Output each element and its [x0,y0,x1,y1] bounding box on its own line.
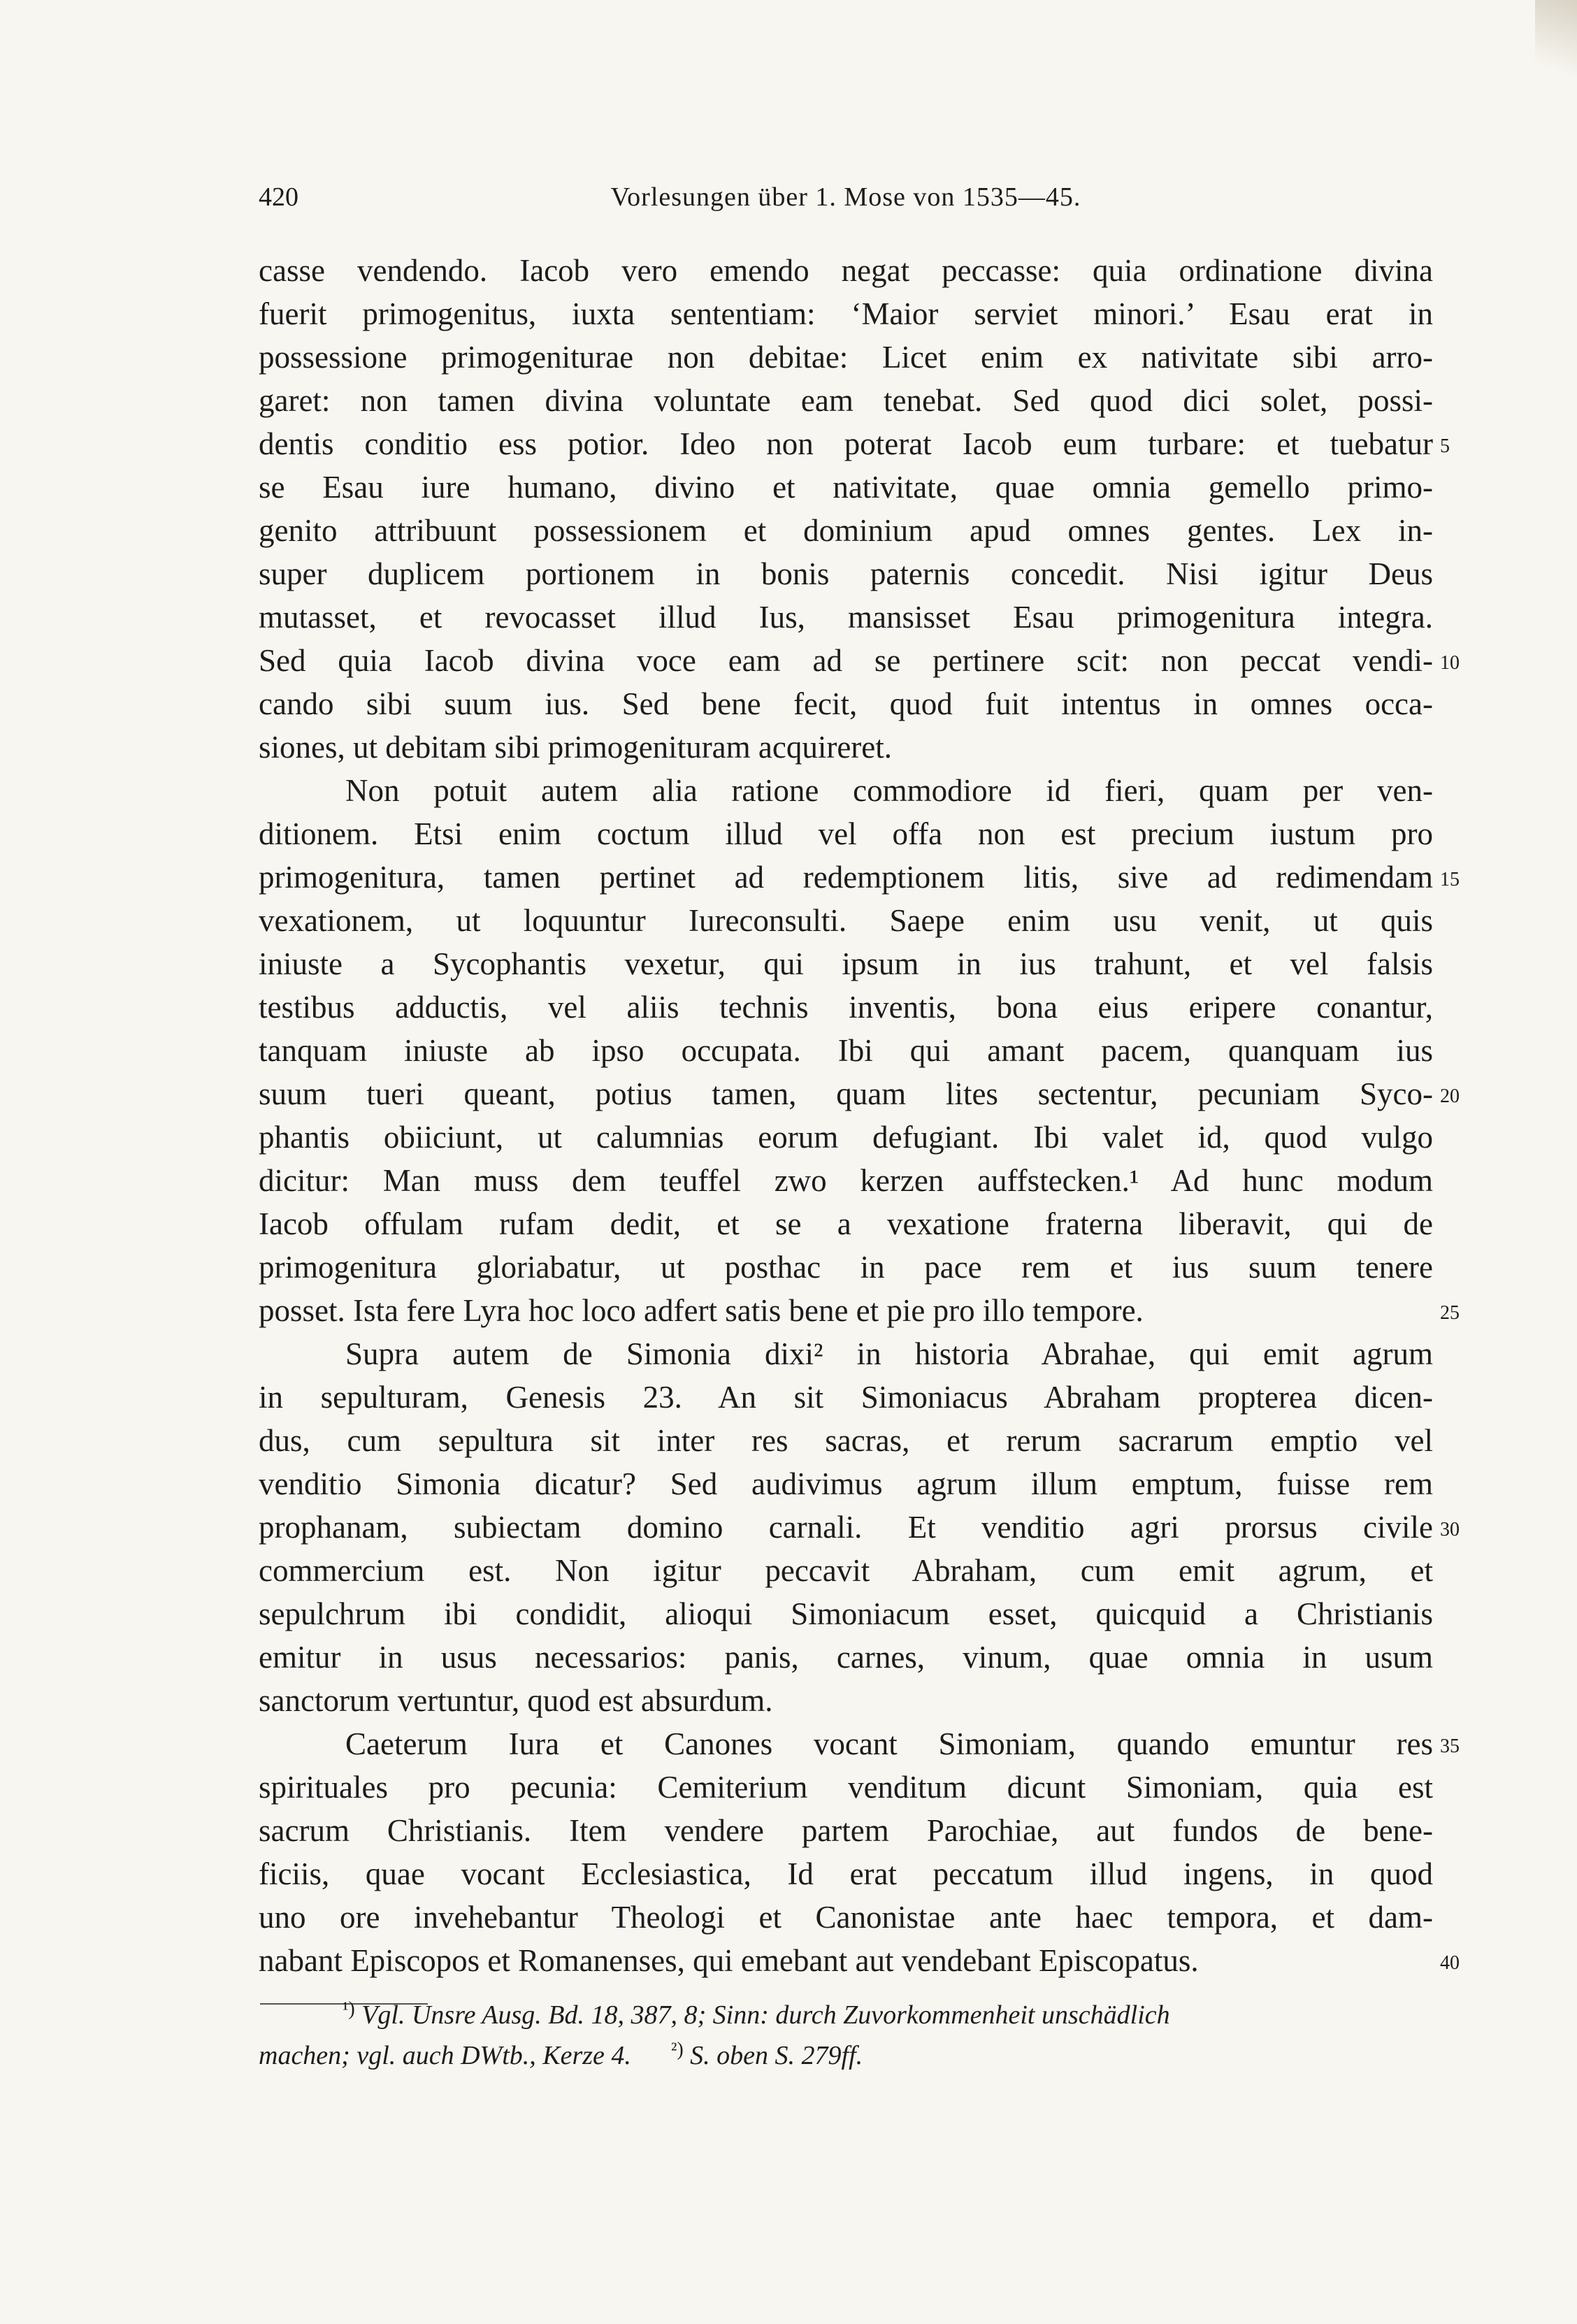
line-text: Sed quia Iacob divina voce eam ad se pertinere scit: non peccat vendi- [259,643,1433,678]
line-text: cando sibi suum ius. Sed bene fecit, quod fuit intentus in omnes occa- [259,686,1433,721]
text-line [259,639,1460,682]
text-line [259,249,1433,292]
text-line [259,1592,1433,1636]
running-head [259,176,1433,218]
text-line [259,379,1433,422]
footnote-line [259,2030,1433,2070]
text-line [259,1852,1433,1896]
line-number: 35 [1440,1735,1460,1757]
text-line [259,1766,1433,1809]
line-text: primogenitura gloriabatur, ut posthac in pace rem et ius suum tenere [259,1250,1433,1285]
line-text: se Esau iure humano, divino et nativitate, quae omnia gemello primo- [259,470,1433,505]
line-text: Caeterum Iura et Canones vocant Simoniam, quando emuntur res [345,1726,1433,1761]
text-line [259,1636,1433,1679]
line-text: super duplicem portionem in bonis paternis concedit. Nisi igitur Deus [259,556,1433,591]
text-line [259,1246,1433,1289]
text-line [259,1116,1433,1159]
line-text: casse vendendo. Iacob vero emendo negat peccasse: quia ordinatione divina [259,253,1433,288]
line-text: venditio Simonia dicatur? Sed audivimus agrum illum emptum, fuisse rem [259,1466,1433,1501]
text-line [259,596,1433,639]
line-text: garet: non tamen divina voluntate eam tenebat. Sed quod dici solet, possi- [259,383,1433,418]
footnote-text: Vgl. Unsre Ausg. Bd. 18, 387, 8; Sinn: durch Zuvorkommenheit unschädlich [361,2000,1170,2030]
line-text: in sepulturam, Genesis 23. An sit Simoniacus Abraham propterea dicen- [259,1380,1433,1415]
footnote-text: machen; vgl. auch DWtb., Kerze 4. [259,2041,631,2070]
text-line [259,465,1433,509]
text-line [259,1202,1433,1246]
line-text: sacrum Christianis. Item vendere partem Parochiae, aut fundos de bene- [259,1813,1433,1848]
text-line [259,1939,1460,1982]
line-text: vexationem, ut loquuntur Iureconsulti. Saepe enim usu venit, ut quis [259,903,1433,938]
text-line [259,769,1433,812]
line-text: mutasset, et revocasset illud Ius, mansisset Esau primogenitura integra. [259,600,1433,635]
line-text: sepulchrum ibi condidit, alioqui Simoniacum esset, quicquid a Christianis [259,1596,1433,1631]
text-line [259,1072,1460,1116]
line-number: 15 [1440,869,1460,890]
footnote-marker: ²) [670,2039,684,2060]
line-text: genito attribuunt possessionem et dominium apud omnes gentes. Lex in- [259,513,1433,548]
line-text: phantis obiiciunt, ut calumnias eorum defugiant. Ibi valet id, quod vulgo [259,1120,1433,1155]
running-title: Vorlesungen über 1. Mose von 1535—45. [610,182,1081,212]
footnote-marker: ¹) [343,1998,355,2020]
line-text: posset. Ista fere Lyra hoc loco adfert satis bene et pie pro illo tempore. [259,1293,1144,1328]
line-text: suum tueri queant, potius tamen, quam lites sectentur, pecuniam Syco- [259,1076,1433,1111]
line-text: iniuste a Sycophantis vexetur, qui ipsum in ius trahunt, et vel falsis [259,946,1433,981]
footnote-text: S. oben S. 279ff. [690,2041,863,2070]
line-number: 30 [1440,1519,1460,1540]
line-text: dus, cum sepultura sit inter res sacras, et rerum sacrarum emptio vel [259,1423,1433,1458]
line-text: possessione primogeniturae non debitae: Licet enim ex nativitate sibi arro- [259,340,1433,375]
line-text: uno ore invehebantur Theologi et Canonistae ante haec tempora, et dam- [259,1900,1433,1935]
body-text [259,249,1460,1982]
text-line [259,335,1433,379]
text-line [259,1679,1433,1722]
text-line [259,682,1433,726]
line-text: Supra autem de Simonia dixi² in historia Abrahae, qui emit agrum [345,1336,1433,1371]
line-text: nabant Episcopos et Romanenses, qui emebant aut vendebant Episcopatus. [259,1943,1199,1978]
text-line [259,1332,1433,1376]
page-number: 420 [259,182,298,212]
line-text: ficiis, quae vocant Ecclesiastica, Id erat peccatum illud ingens, in quod [259,1856,1433,1891]
text-line [259,812,1433,856]
line-text: spirituales pro pecunia: Cemiterium venditum dicunt Simoniam, quia est [259,1770,1433,1805]
line-text: dentis conditio ess potior. Ideo non poterat Iacob eum turbare: et tuebatur [259,426,1433,461]
line-text: siones, ut debitam sibi primogenituram acquireret. [259,730,893,765]
text-line [259,1289,1460,1332]
text-line [259,509,1433,552]
line-text: sanctorum vertuntur, quod est absurdum. [259,1683,773,1718]
line-text: commercium est. Non igitur peccavit Abraham, cum emit agrum, et [259,1553,1433,1588]
text-line [259,1506,1460,1549]
text-line [259,1896,1433,1939]
line-text: ditionem. Etsi enim coctum illud vel offa non est precium iustum pro [259,816,1433,851]
line-text: primogenitura, tamen pertinet ad redemptionem litis, sive ad redimendam [259,860,1433,895]
text-line [259,552,1433,596]
text-line [259,856,1460,899]
line-text: Non potuit autem alia ratione commodiore id fieri, quam per ven- [345,773,1433,808]
line-text: prophanam, subiectam domino carnali. Et venditio agri prorsus civile [259,1510,1433,1545]
footnote-line [259,1989,1433,2030]
line-text: dicitur: Man muss dem teuffel zwo kerzen auffstecken.¹ Ad hunc modum [259,1163,1433,1198]
text-line [259,1722,1460,1766]
text-line [259,292,1433,335]
footnotes [259,1989,1433,2070]
text-line [259,942,1433,986]
text-line [259,1159,1433,1202]
line-text: Iacob offulam rufam dedit, et se a vexatione fraterna liberavit, qui de [259,1206,1433,1241]
line-text: tanquam iniuste ab ipso occupata. Ibi qui amant pacem, quanquam ius [259,1033,1433,1068]
line-text: fuerit primogenitus, iuxta sententiam: ‘Maior serviet minori.’ Esau erat in [259,296,1433,331]
text-line [259,1809,1433,1852]
line-number: 5 [1440,435,1450,457]
text-line [259,422,1450,465]
line-text: testibus adductis, vel aliis technis inventis, bona eius eripere conantur, [259,990,1433,1025]
line-number: 40 [1440,1952,1460,1974]
text-line [259,1462,1433,1506]
text-line [259,1029,1433,1072]
text-line [259,986,1433,1029]
text-line [259,899,1433,942]
line-number: 20 [1440,1085,1460,1107]
text-line [259,1549,1433,1592]
line-number: 10 [1440,652,1460,674]
line-text: emitur in usus necessarios: panis, carnes, vinum, quae omnia in usum [259,1640,1433,1675]
text-line [259,1376,1433,1419]
line-number: 25 [1440,1302,1460,1324]
text-line [259,726,1433,769]
text-line [259,1419,1433,1462]
page-edge-shadow [1535,0,1577,98]
